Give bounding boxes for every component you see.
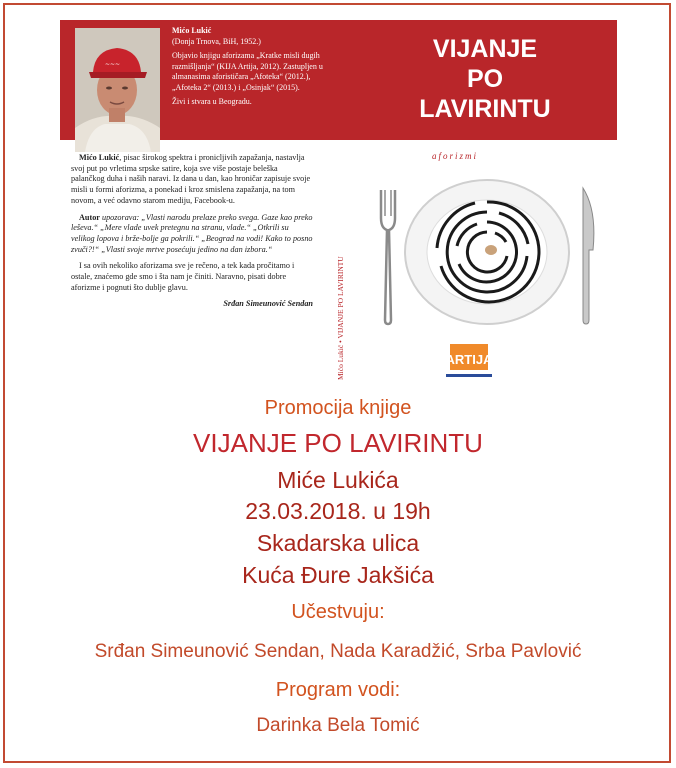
participants-label: Učestvuju:	[291, 601, 385, 623]
back-author-label: Autor	[79, 212, 100, 222]
host-name: Darinka Bela Tomić	[256, 715, 420, 736]
cover-title-line: LAVIRINTU	[419, 95, 551, 123]
bio-author-origin: (Donja Trnova, BiH, 1952.)	[172, 36, 261, 46]
svg-text:~~~: ~~~	[105, 61, 121, 68]
event-venue: Kuća Đure Jakšića	[242, 562, 434, 588]
author-photo	[75, 28, 160, 152]
back-author-name: Mićo Lukić	[79, 153, 120, 162]
publisher-logo-text: ARTIJA	[445, 352, 493, 367]
book-cover	[60, 20, 617, 392]
back-paragraph: , pisac širokog spektra i pronicljivih zapažanja, nastavlja svoj put po vrletima srpske satire, koja sve više postaje beleška palančkog duha i naših naravi. Iz dana u dan, kao hroničar zapisuje svoje misli u formi aforizma, a ponekad i kroz smislena zapažanja, na tom novom, a već odavno starom mediju, Facebook-u.	[71, 153, 311, 205]
event-book-title: VIJANJE PO LAVIRINTU	[193, 428, 483, 458]
event-street: Skadarska ulica	[256, 530, 420, 556]
publisher-logo	[442, 342, 496, 382]
event-author: Miće Lukića	[277, 467, 399, 493]
spine-text: Mićo Lukić • VIJANJE PO LAVIRINTU	[336, 256, 345, 380]
cover-title-line: PO	[466, 65, 504, 93]
cover-subtitle: aforizmi	[432, 151, 479, 161]
event-datetime: 23.03.2018. u 19h	[245, 498, 431, 524]
participants-list: Srđan Simeunović Sendan, Nada Karadžić, Srba Pavlović	[94, 641, 582, 662]
knife-icon	[583, 188, 594, 324]
back-signature: Srđan Simeunović Sendan	[223, 299, 313, 309]
event-heading: Promocija knjige	[264, 397, 412, 419]
cover-title-line: VIJANJE	[432, 35, 538, 63]
back-quotes: upozorava: „Vlasti narodu prelaze preko svega. Gaze kao preko leševa.“ „Mere vlade uvek pretegnu na stranu, vlade.“ „Otkrili su velikog lopova i brže-bolje ga pokrili.“ „Beograd na vodi! Kako to posno zvuči?!“ „Vlasti svoje mrtve posećuju jedino na dan izbora.“	[71, 212, 313, 254]
bio-author-name: Mićo Lukić	[172, 26, 212, 35]
back-cover-text	[71, 153, 313, 310]
author-bio	[172, 26, 327, 112]
back-paragraph: I sa ovih nekoliko aforizama sve je rečeno, a tek kada pročitamo i ostale, znaćemo gde smo i šta nam je činiti. Naravno, pisati dobre aforizme i pognuti što dublje glavu.	[71, 261, 295, 292]
plate-labyrinth-illustration	[357, 170, 615, 330]
host-label: Program vodi:	[275, 679, 401, 701]
book-spine	[322, 210, 345, 380]
plate-icon	[405, 180, 569, 324]
bio-text: Objavio knjigu aforizama „Kratke misli dugih razmišljanja“ (KIJA Artija, 2012). Zastupljen u almanasima aforističara „Afoteka“ (2012.), „Afoteka 2“ (2013.) i „Osinjak“ (2015).	[172, 51, 323, 92]
cover-title	[390, 34, 580, 124]
bio-residence: Živi i stvara u Beogradu.	[172, 97, 252, 106]
fork-icon	[381, 190, 395, 324]
